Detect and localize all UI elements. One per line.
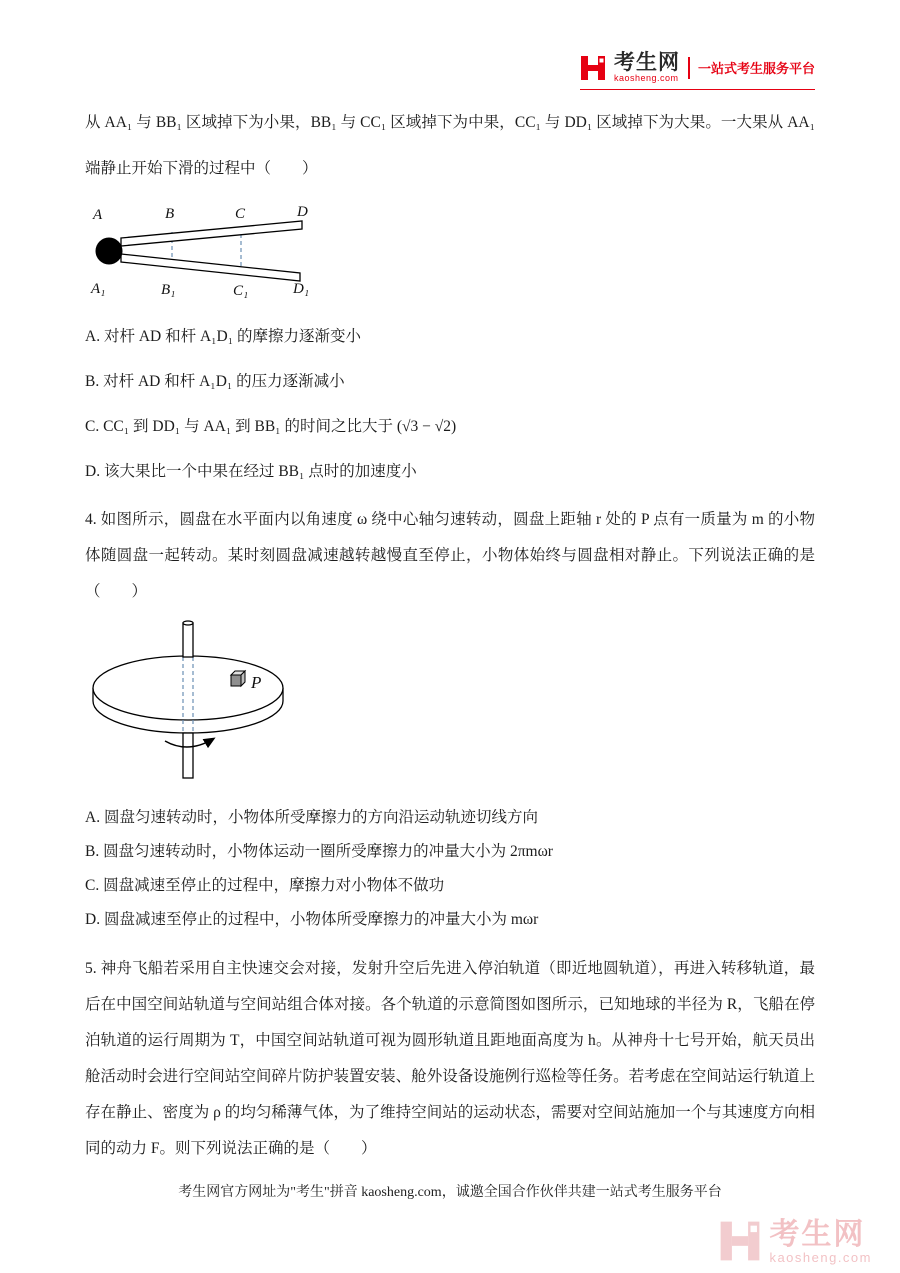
watermark-text-block (769, 1218, 872, 1265)
q3-option-b: B. 对杆 AD 和杆 A₁D₁ 的压力逐渐减小 (85, 373, 345, 390)
question3-figure (85, 204, 815, 304)
question3-text: 从 AA₁ 与 BB₁ 区域掉下为小果，BB₁ 与 CC₁ 区域掉下为中果，CC₁ 与 DD₁ 区域掉下为大果。一大果从 AA₁ 端静止开始下滑的过程中（ ） (85, 114, 815, 177)
brand-name: 考生网 (613, 51, 680, 74)
fruit-ball (96, 238, 123, 265)
rods-diagram (85, 204, 320, 299)
label-A1: A₁ (91, 281, 106, 297)
q3-option-a: A. 对杆 AD 和杆 A₁D₁ 的摩擦力逐渐变小 (85, 328, 362, 345)
label-A: A (93, 207, 103, 223)
label-P: P (251, 673, 262, 692)
brand-domain: kaosheng.com (613, 73, 679, 84)
brand-tagline: 一站式考生服务平台 (697, 61, 815, 77)
block-front-face (231, 675, 241, 686)
watermark-domain: kaosheng.com (769, 1249, 872, 1265)
q4-option-d: D. 圆盘减速至停止的过程中，小物体所受摩擦力的冲量大小为 mωr (85, 911, 539, 928)
question4-options (85, 801, 815, 937)
label-B: B (165, 206, 175, 222)
exam-content (85, 100, 815, 1167)
watermark-logo (719, 1218, 872, 1265)
axle-upper (183, 623, 193, 657)
axle-cap (183, 621, 193, 625)
site-logo (580, 52, 815, 90)
label-C: C (235, 206, 246, 222)
disk-diagram (85, 616, 295, 788)
footer-text: 考生网官方网址为"考生"拼音 kaosheng.com，诚邀全国合作伙伴共建一站式考生服务平台 (178, 1185, 722, 1200)
label-D1: D₁ (293, 281, 310, 297)
logo-divider (688, 57, 690, 79)
label-B1: B₁ (161, 282, 176, 298)
brand-text-block (614, 52, 680, 83)
q4-option-a: A. 圆盘匀速转动时，小物体所受摩擦力的方向沿运动轨迹切线方向 (85, 809, 538, 826)
watermark-brand: 考生网 (769, 1217, 866, 1251)
question3-options (85, 314, 815, 494)
label-C1: C₁ (233, 283, 249, 299)
question5-text: 5. 神舟飞船若采用自主快速交会对接，发射升空后先进入停泊轨道（即近地圆轨道），再进入转移轨道，最后在中国空间站轨道与空间站组合体对接。各个轨道的示意简图如图所示，已知地球的半径为 R，飞船在停泊轨道的运行周期为 T，中国空间站轨道可视为圆形轨道且距地面高度为 h。从神舟十七号开始，航天员出舱活动时会进行空间站空间碎片防护装置安装、舱外设备设施例行巡检等任务。若考虑在空间站运行轨道上存在静止、密度为 ρ 的均匀稀薄气体，为了维持空间站的运动状态，需要对空间站施加一个与其速度方向相同的动力 F。则下列说法正确的是（ ） (85, 960, 815, 1157)
q4-option-c: C. 圆盘减速至停止的过程中，摩擦力对小物体不做功 (85, 877, 445, 894)
axle-lower (183, 733, 193, 778)
rod-a1d1 (121, 254, 300, 281)
kaosheng-logo-icon (580, 55, 606, 81)
question4-text: 4. 如图所示，圆盘在水平面内以角速度 ω 绕中心轴匀速转动，圆盘上距轴 r 处的 P 点有一质量为 m 的小物体随圆盘一起转动。某时刻圆盘减速越转越慢直至停止，小物体始终与圆盘相对静止。下列说法正确的是（ ） (85, 511, 815, 600)
question4-figure (85, 616, 815, 793)
label-D: D (297, 204, 308, 220)
q4-option-b: B. 圆盘匀速转动时，小物体运动一圈所受摩擦力的冲量大小为 2πmωr (85, 843, 553, 860)
q3-option-d: D. 该大果比一个中果在经过 BB₁ 点时的加速度小 (85, 463, 417, 480)
kaosheng-logo-icon (719, 1220, 761, 1262)
rod-ad (121, 221, 302, 246)
q3-option-c: C. CC₁ 到 DD₁ 与 AA₁ 到 BB₁ 的时间之比大于 (√3 − √2) (85, 418, 457, 435)
